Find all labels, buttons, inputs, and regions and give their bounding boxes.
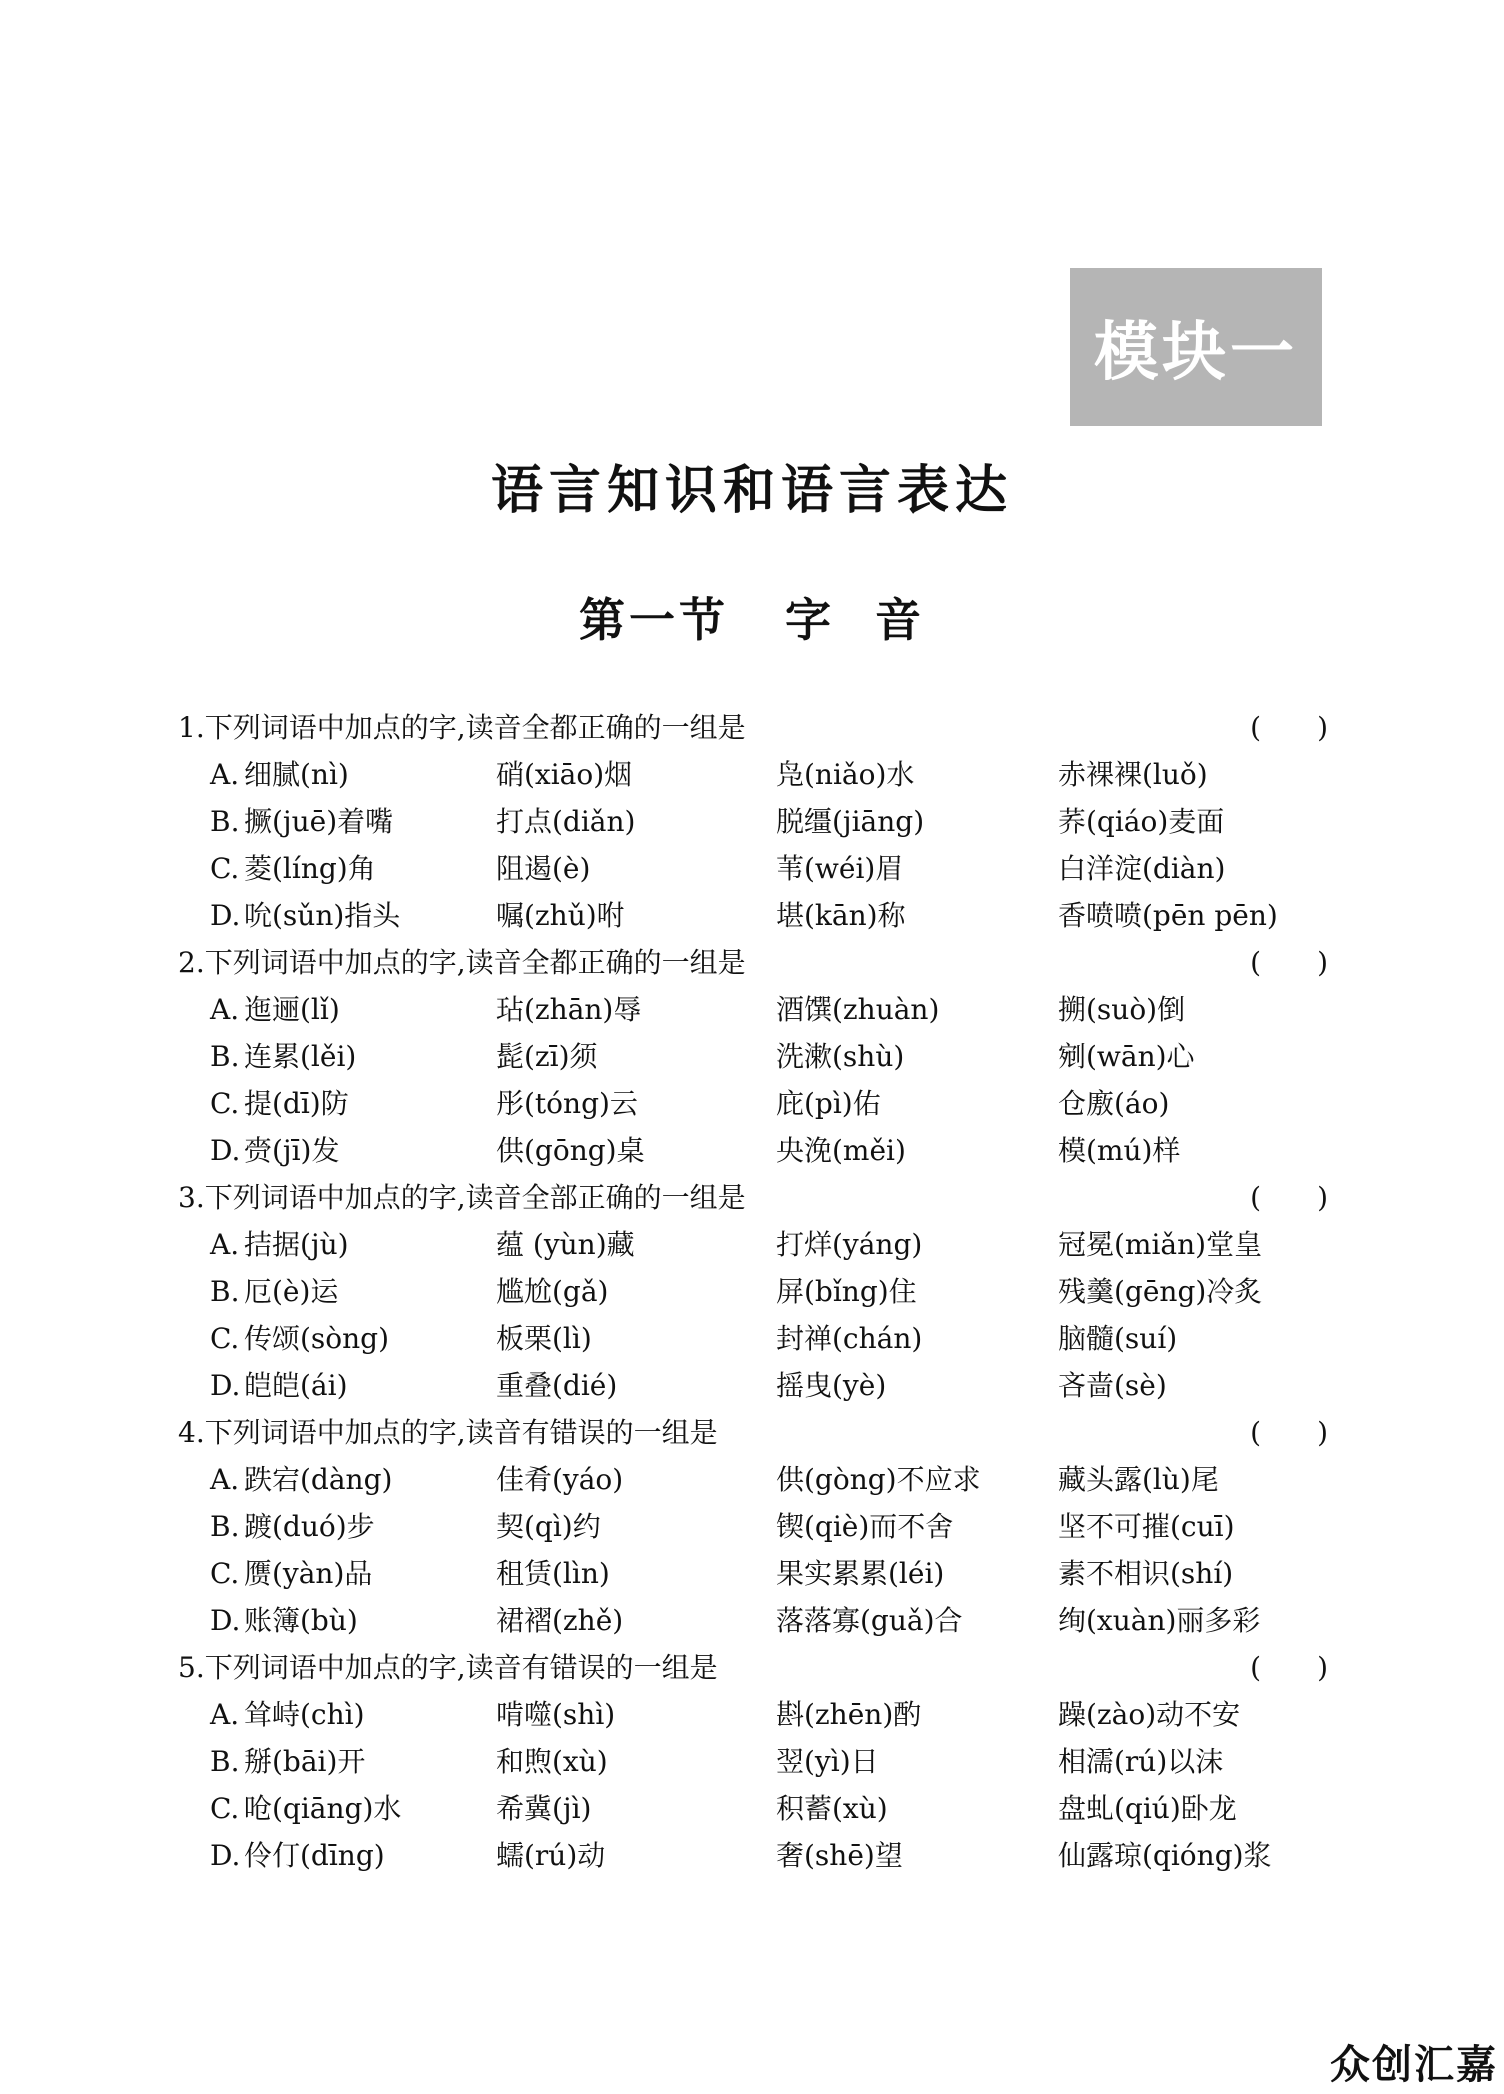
word-item: 板栗(lì)	[496, 1322, 592, 1355]
word-item: 白洋淀(diàn)	[1058, 852, 1226, 885]
option-label: A.	[210, 1463, 240, 1496]
option-row-a	[178, 1456, 1328, 1503]
word-item: 央浼(měi)	[776, 1134, 906, 1167]
option-label: B.	[210, 1510, 240, 1543]
word-item: 苇(wéi)眉	[776, 852, 904, 885]
question-number: 4.	[178, 1416, 205, 1449]
option-row-b	[178, 1738, 1328, 1785]
question-text: 下列词语中加点的字,读音全都正确的一组是	[204, 946, 746, 979]
word-item: 尴尬(gǎ)	[496, 1275, 609, 1308]
question-1	[178, 704, 1328, 939]
answer-blank[interactable]: ( )	[1250, 1181, 1328, 1214]
word-item: 账簿(bù)	[244, 1604, 358, 1637]
word-item: 契(qì)约	[496, 1510, 601, 1543]
word-item: 冠冕(miǎn)堂皇	[1058, 1228, 1263, 1261]
question-5	[178, 1644, 1328, 1879]
option-label: A.	[210, 1698, 240, 1731]
word-item: 拮据(jù)	[244, 1228, 349, 1261]
word-item: 裙褶(zhě)	[496, 1604, 624, 1637]
word-item: 剜(wān)心	[1058, 1040, 1195, 1073]
word-item: 荞(qiáo)麦面	[1058, 805, 1225, 838]
word-item: 硝(xiāo)烟	[496, 758, 633, 791]
word-item: 踱(duó)步	[244, 1510, 375, 1543]
word-item: 细腻(nì)	[244, 758, 349, 791]
question-text: 下列词语中加点的字,读音全都正确的一组是	[204, 711, 746, 744]
word-item: 吮(sǔn)指头	[244, 899, 401, 932]
word-item: 跌宕(dàng)	[244, 1463, 393, 1496]
option-row-c	[178, 1080, 1328, 1127]
option-row-d	[178, 1832, 1328, 1879]
word-item: 绚(xuàn)丽多彩	[1058, 1604, 1261, 1637]
question-3	[178, 1174, 1328, 1409]
word-item: 耸峙(chì)	[244, 1698, 365, 1731]
word-item: 洗漱(shù)	[776, 1040, 905, 1073]
word-item: 素不相识(shí)	[1058, 1557, 1234, 1590]
option-label: B.	[210, 1040, 240, 1073]
answer-blank[interactable]: ( )	[1250, 1416, 1328, 1449]
word-item: 残羹(gēng)冷炙	[1058, 1275, 1263, 1308]
word-item: 连累(lěi)	[244, 1040, 357, 1073]
answer-blank[interactable]: ( )	[1250, 1651, 1328, 1684]
word-item: 希冀(jì)	[496, 1792, 592, 1825]
word-item: 藏头露(lù)尾	[1058, 1463, 1219, 1496]
word-item: 玷(zhān)辱	[496, 993, 642, 1026]
word-item: 撅(juē)着嘴	[244, 805, 394, 838]
option-label: A.	[210, 1228, 240, 1261]
word-item: 传颂(sòng)	[244, 1322, 390, 1355]
question-stem	[178, 939, 1328, 986]
option-row-b	[178, 1503, 1328, 1550]
word-item: 吝啬(sè)	[1058, 1369, 1167, 1402]
question-stem	[178, 1174, 1328, 1221]
word-item: 髭(zī)须	[496, 1040, 598, 1073]
option-row-c	[178, 1785, 1328, 1832]
word-item: 阻遏(è)	[496, 852, 591, 885]
question-stem	[178, 1409, 1328, 1456]
word-item: 供(gōng)桌	[496, 1134, 645, 1167]
word-item: 厄(è)运	[244, 1275, 339, 1308]
question-text: 下列词语中加点的字,读音有错误的一组是	[204, 1416, 718, 1449]
word-item: 奢(shē)望	[776, 1839, 903, 1872]
option-row-d	[178, 1597, 1328, 1644]
option-label: D.	[210, 1604, 241, 1637]
option-label: C.	[210, 1322, 240, 1355]
question-text: 下列词语中加点的字,读音全部正确的一组是	[204, 1181, 746, 1214]
word-item: 盘虬(qiú)卧龙	[1058, 1792, 1237, 1825]
option-label: D.	[210, 1369, 241, 1402]
word-item: 蠕(rú)动	[496, 1839, 606, 1872]
word-item: 堪(kān)称	[776, 899, 906, 932]
word-item: 重叠(dié)	[496, 1369, 618, 1402]
section-number: 第一节	[579, 593, 729, 647]
word-item: 翌(yì)日	[776, 1745, 879, 1778]
word-item: 积蓄(xù)	[776, 1792, 888, 1825]
word-item: 脑髓(suí)	[1058, 1322, 1178, 1355]
option-label: D.	[210, 899, 241, 932]
word-item: 封禅(chán)	[776, 1322, 923, 1355]
word-item: 菱(líng)角	[244, 852, 376, 885]
option-label: C.	[210, 1087, 240, 1120]
word-item: 赍(jī)发	[244, 1134, 340, 1167]
word-item: 搠(suò)倒	[1058, 993, 1186, 1026]
option-label: B.	[210, 805, 240, 838]
word-item: 模(mú)样	[1058, 1134, 1181, 1167]
section-name-char-1: 字	[785, 593, 835, 647]
word-item: 租赁(lìn)	[496, 1557, 610, 1590]
word-item: 屏(bǐng)住	[776, 1275, 917, 1308]
word-item: 脱缰(jiāng)	[776, 805, 925, 838]
option-row-a	[178, 751, 1328, 798]
question-text: 下列词语中加点的字,读音有错误的一组是	[204, 1651, 718, 1684]
word-item: 斟(zhēn)酌	[776, 1698, 922, 1731]
option-row-a	[178, 1221, 1328, 1268]
option-row-d	[178, 892, 1328, 939]
word-item: 仙露琼(qióng)浆	[1058, 1839, 1272, 1872]
question-number: 5.	[178, 1651, 205, 1684]
question-stem	[178, 1644, 1328, 1691]
question-stem	[178, 704, 1328, 751]
option-label: C.	[210, 1792, 240, 1825]
word-item: 呛(qiāng)水	[244, 1792, 402, 1825]
option-label: C.	[210, 852, 240, 885]
answer-blank[interactable]: ( )	[1250, 946, 1328, 979]
section-title	[0, 584, 1504, 650]
option-row-b	[178, 798, 1328, 845]
option-row-d	[178, 1362, 1328, 1409]
word-item: 蕴 (yùn)藏	[496, 1228, 635, 1261]
word-item: 彤(tóng)云	[496, 1087, 638, 1120]
option-row-b	[178, 1033, 1328, 1080]
word-item: 赤裸裸(luǒ)	[1058, 758, 1208, 791]
word-item: 果实累累(léi)	[776, 1557, 945, 1590]
word-item: 庇(pì)佑	[776, 1087, 881, 1120]
word-item: 皑皑(ái)	[244, 1369, 348, 1402]
module-label: 模块一	[1094, 316, 1298, 390]
word-item: 相濡(rú)以沫	[1058, 1745, 1224, 1778]
option-row-c	[178, 1315, 1328, 1362]
word-item: 打烊(yáng)	[776, 1228, 923, 1261]
question-number: 3.	[178, 1181, 205, 1214]
word-item: 坚不可摧(cuī)	[1058, 1510, 1235, 1543]
question-number: 2.	[178, 946, 205, 979]
word-item: 供(gòng)不应求	[776, 1463, 981, 1496]
option-label: A.	[210, 758, 240, 791]
option-row-c	[178, 845, 1328, 892]
module-badge	[1070, 268, 1322, 426]
option-label: D.	[210, 1839, 241, 1872]
word-item: 提(dī)防	[244, 1087, 349, 1120]
question-number: 1.	[178, 711, 205, 744]
word-item: 摇曳(yè)	[776, 1369, 887, 1402]
option-label: C.	[210, 1557, 240, 1590]
answer-blank[interactable]: ( )	[1250, 711, 1328, 744]
word-item: 香喷喷(pēn pēn)	[1058, 899, 1278, 932]
word-item: 佳肴(yáo)	[496, 1463, 624, 1496]
word-item: 凫(niǎo)水	[776, 758, 915, 791]
word-item: 赝(yàn)品	[244, 1557, 373, 1590]
main-title: 语言知识和语言表达	[490, 461, 1013, 521]
option-row-b	[178, 1268, 1328, 1315]
question-list	[178, 704, 1328, 1879]
option-row-d	[178, 1127, 1328, 1174]
option-label: B.	[210, 1275, 240, 1308]
word-item: 落落寡(guǎ)合	[776, 1604, 963, 1637]
word-item: 酒馔(zhuàn)	[776, 993, 940, 1026]
option-row-a	[178, 1691, 1328, 1738]
question-4	[178, 1409, 1328, 1644]
option-label: D.	[210, 1134, 241, 1167]
word-item: 躁(zào)动不安	[1058, 1698, 1241, 1731]
word-item: 嘱(zhǔ)咐	[496, 899, 625, 932]
option-label: B.	[210, 1745, 240, 1778]
word-item: 伶仃(dīng)	[244, 1839, 385, 1872]
word-item: 锲(qiè)而不舍	[776, 1510, 954, 1543]
word-item: 掰(bāi)开	[244, 1745, 366, 1778]
word-item: 啃噬(shì)	[496, 1698, 616, 1731]
section-name-char-2: 音	[875, 593, 925, 647]
question-2	[178, 939, 1328, 1174]
option-row-a	[178, 986, 1328, 1033]
word-item: 打点(diǎn)	[496, 805, 636, 838]
word-item: 和煦(xù)	[496, 1745, 608, 1778]
option-label: A.	[210, 993, 240, 1026]
word-item: 仓廒(áo)	[1058, 1087, 1170, 1120]
watermark-logo: 众创汇嘉	[1330, 2042, 1498, 2088]
word-item: 迤逦(lǐ)	[244, 993, 340, 1026]
option-row-c	[178, 1550, 1328, 1597]
